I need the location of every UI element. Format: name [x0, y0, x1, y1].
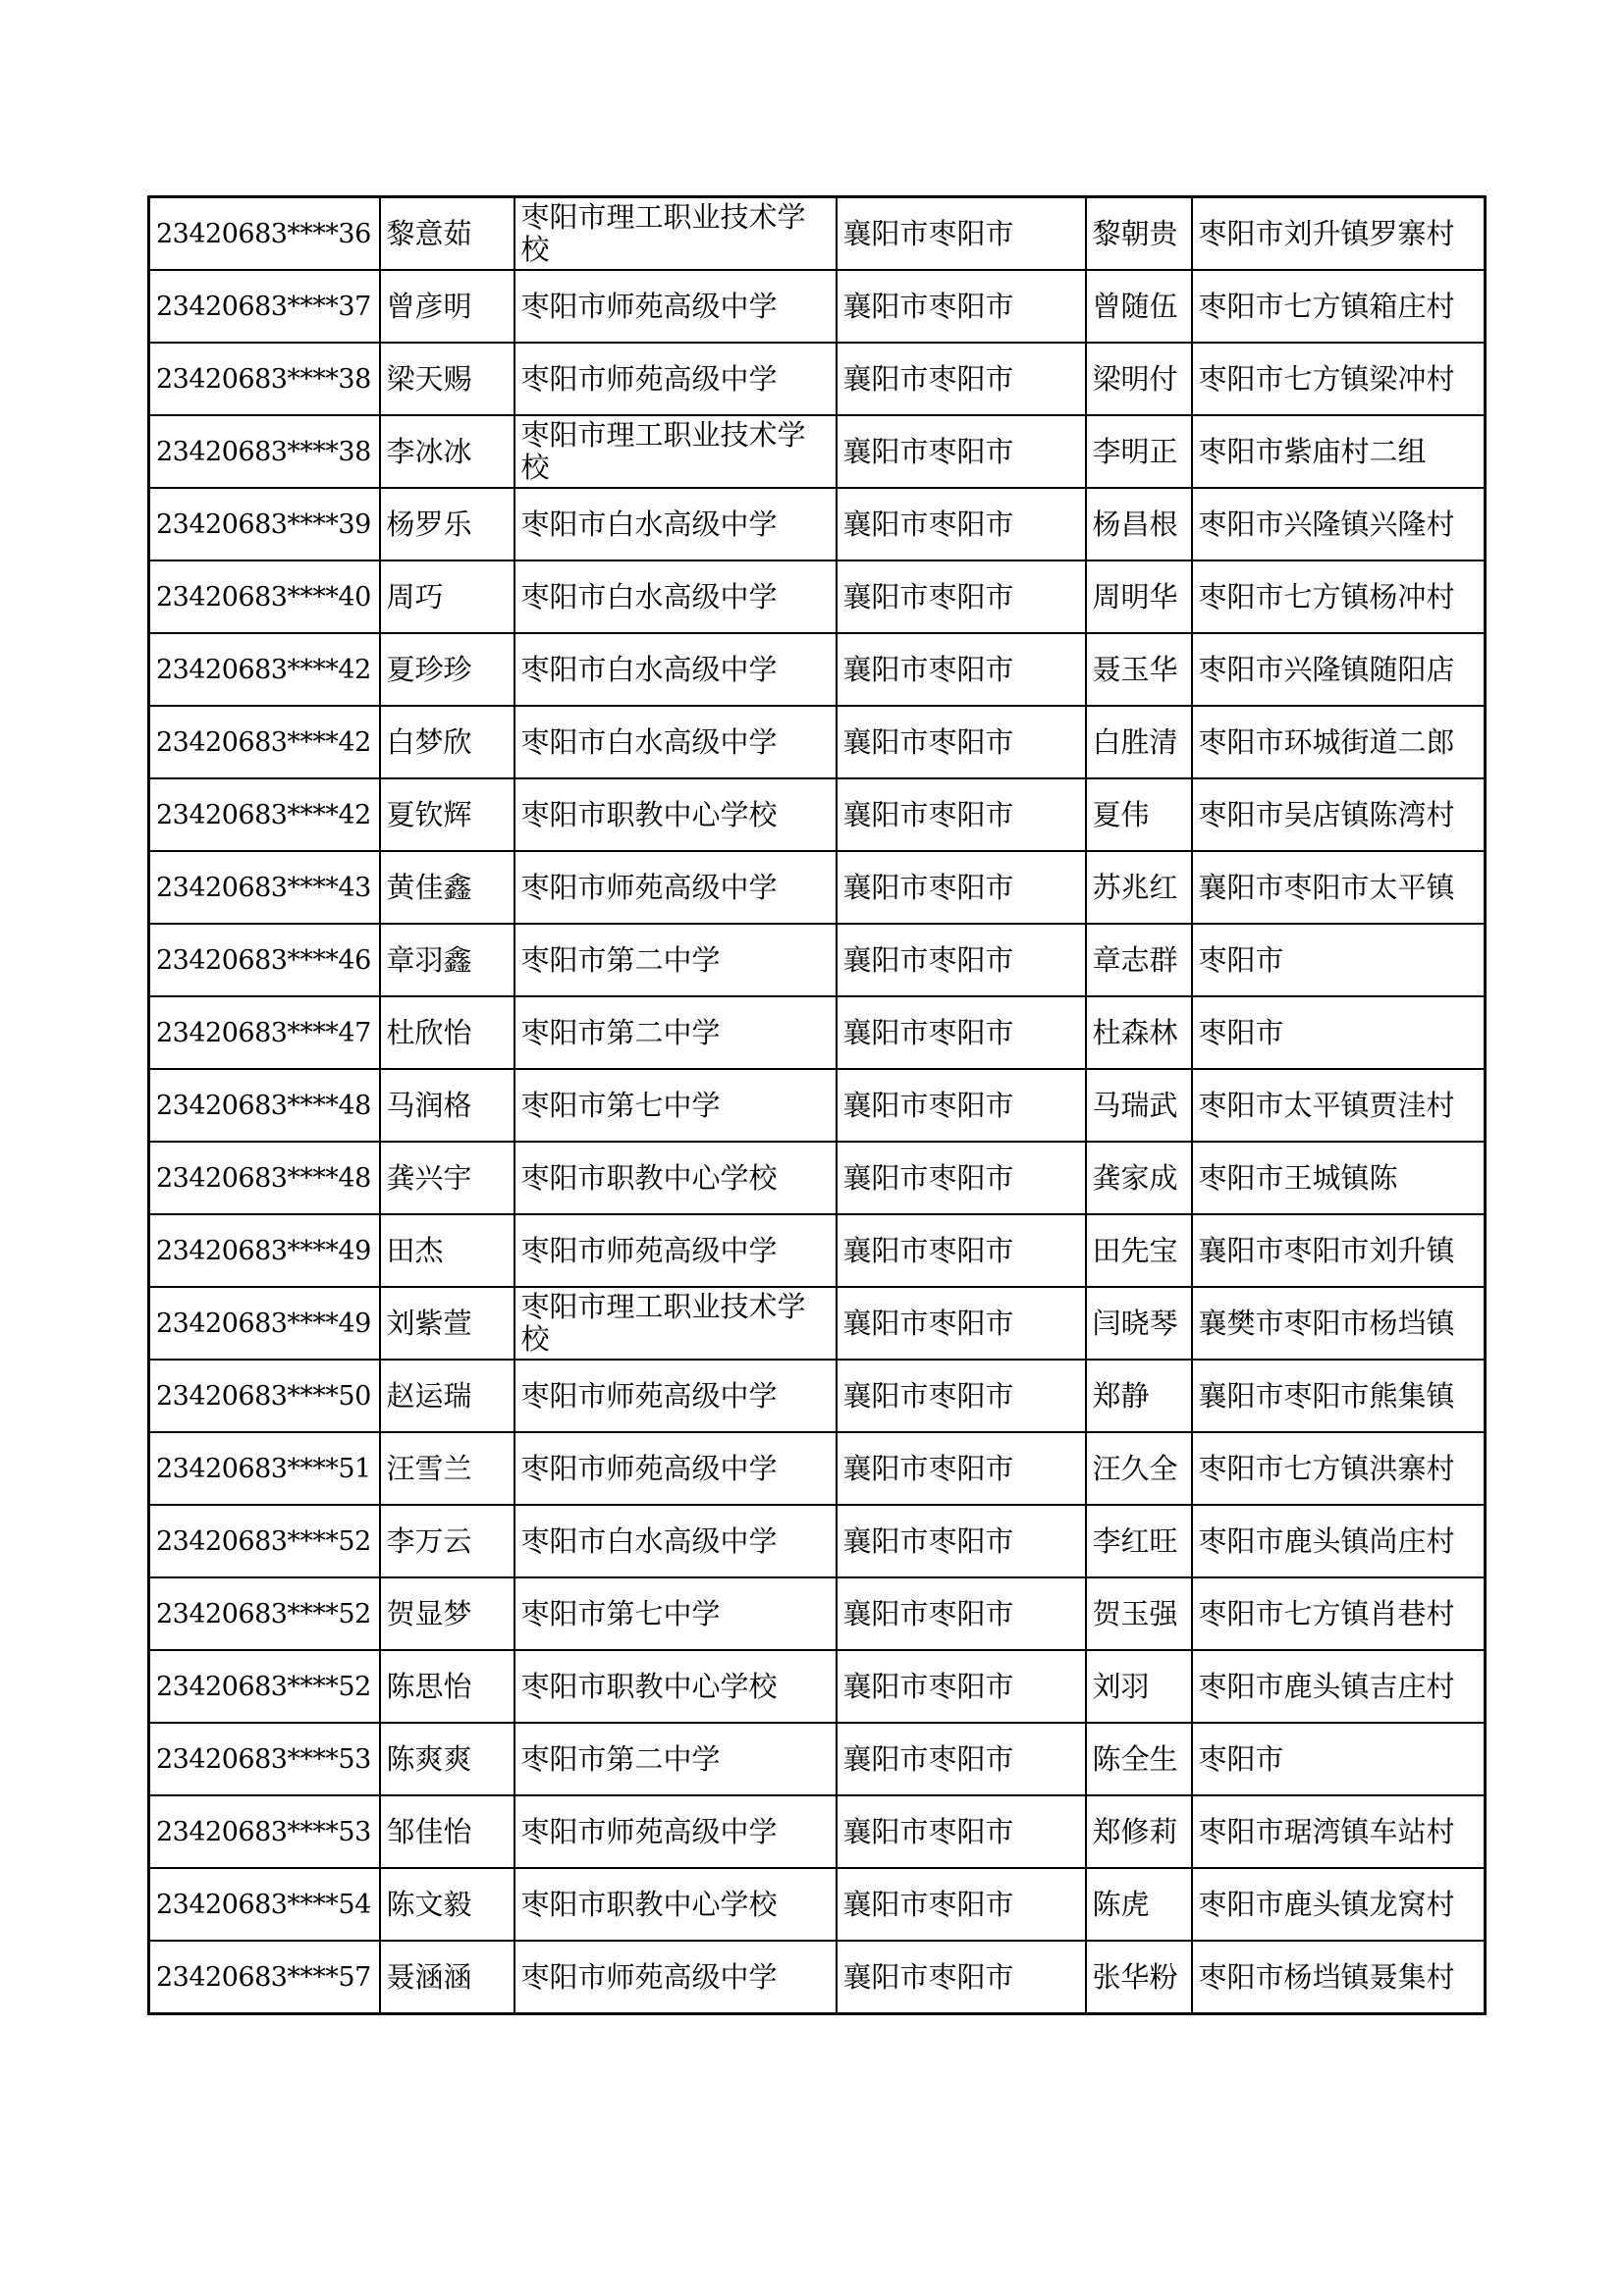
guardian-cell: 贺玉强: [1086, 1577, 1192, 1650]
student-name-cell: 白梦欣: [380, 706, 514, 778]
school-cell: 枣阳市第二中学: [514, 1723, 837, 1795]
school-cell: 枣阳市白水高级中学: [514, 633, 837, 706]
table-row: [149, 1142, 1486, 1214]
address-cell: 枣阳市王城镇陈: [1192, 1142, 1486, 1214]
table-row: [149, 1650, 1486, 1723]
student-name-cell: 杜欣怡: [380, 996, 514, 1069]
school-cell: 枣阳市第二中学: [514, 996, 837, 1069]
school-cell: 枣阳市第七中学: [514, 1577, 837, 1650]
student-name-cell: 李万云: [380, 1505, 514, 1577]
student-id-cell: 23420683****48: [149, 1069, 380, 1142]
table-row: [149, 1577, 1486, 1650]
student-table: [147, 195, 1487, 2015]
student-name-cell: 刘紫萱: [380, 1287, 514, 1360]
address-cell: 枣阳市七方镇梁冲村: [1192, 343, 1486, 415]
student-name-cell: 李冰冰: [380, 415, 514, 488]
student-id-cell: 23420683****42: [149, 778, 380, 851]
student-id-cell: 23420683****48: [149, 1142, 380, 1214]
student-id-cell: 23420683****53: [149, 1723, 380, 1795]
region-cell: 襄阳市枣阳市: [837, 1650, 1086, 1723]
address-cell: 枣阳市鹿头镇龙窝村: [1192, 1868, 1486, 1941]
guardian-cell: 李红旺: [1086, 1505, 1192, 1577]
table-row: [149, 415, 1486, 488]
student-name-cell: 汪雪兰: [380, 1432, 514, 1505]
guardian-cell: 陈虎: [1086, 1868, 1192, 1941]
student-id-cell: 23420683****42: [149, 706, 380, 778]
guardian-cell: 郑修莉: [1086, 1795, 1192, 1868]
school-cell: 枣阳市职教中心学校: [514, 1142, 837, 1214]
guardian-cell: 汪久全: [1086, 1432, 1192, 1505]
student-id-cell: 23420683****51: [149, 1432, 380, 1505]
table-row: [149, 1868, 1486, 1941]
table-row: [149, 561, 1486, 633]
student-name-cell: 陈文毅: [380, 1868, 514, 1941]
region-cell: 襄阳市枣阳市: [837, 778, 1086, 851]
guardian-cell: 杜森林: [1086, 996, 1192, 1069]
table-row: [149, 996, 1486, 1069]
address-cell: 襄阳市枣阳市刘升镇: [1192, 1214, 1486, 1287]
address-cell: 枣阳市吴店镇陈湾村: [1192, 778, 1486, 851]
table-row: [149, 851, 1486, 924]
guardian-cell: 郑静: [1086, 1360, 1192, 1432]
guardian-cell: 杨昌根: [1086, 488, 1192, 561]
student-name-cell: 黎意茹: [380, 197, 514, 271]
guardian-cell: 夏伟: [1086, 778, 1192, 851]
student-name-cell: 龚兴宇: [380, 1142, 514, 1214]
region-cell: 襄阳市枣阳市: [837, 488, 1086, 561]
student-name-cell: 黄佳鑫: [380, 851, 514, 924]
student-name-cell: 章羽鑫: [380, 924, 514, 996]
region-cell: 襄阳市枣阳市: [837, 996, 1086, 1069]
region-cell: 襄阳市枣阳市: [837, 1795, 1086, 1868]
address-cell: 枣阳市兴隆镇随阳店: [1192, 633, 1486, 706]
school-cell: 枣阳市理工职业技术学校: [514, 415, 837, 488]
school-cell: 枣阳市师苑高级中学: [514, 1360, 837, 1432]
table-row: [149, 1795, 1486, 1868]
guardian-cell: 刘羽: [1086, 1650, 1192, 1723]
student-id-cell: 23420683****52: [149, 1505, 380, 1577]
guardian-cell: 黎朝贵: [1086, 197, 1192, 271]
school-cell: 枣阳市白水高级中学: [514, 561, 837, 633]
address-cell: 枣阳市: [1192, 1723, 1486, 1795]
table-row: [149, 197, 1486, 271]
address-cell: 枣阳市七方镇杨冲村: [1192, 561, 1486, 633]
student-name-cell: 马润格: [380, 1069, 514, 1142]
student-name-cell: 赵运瑞: [380, 1360, 514, 1432]
table-row: [149, 488, 1486, 561]
student-name-cell: 田杰: [380, 1214, 514, 1287]
school-cell: 枣阳市理工职业技术学校: [514, 1287, 837, 1360]
guardian-cell: 龚家成: [1086, 1142, 1192, 1214]
guardian-cell: 聂玉华: [1086, 633, 1192, 706]
student-id-cell: 23420683****49: [149, 1214, 380, 1287]
student-name-cell: 杨罗乐: [380, 488, 514, 561]
guardian-cell: 周明华: [1086, 561, 1192, 633]
student-id-cell: 23420683****53: [149, 1795, 380, 1868]
region-cell: 襄阳市枣阳市: [837, 1941, 1086, 2014]
school-cell: 枣阳市师苑高级中学: [514, 1214, 837, 1287]
address-cell: 枣阳市太平镇贾洼村: [1192, 1069, 1486, 1142]
table-row: [149, 1723, 1486, 1795]
region-cell: 襄阳市枣阳市: [837, 1360, 1086, 1432]
guardian-cell: 白胜清: [1086, 706, 1192, 778]
table-row: [149, 1287, 1486, 1360]
region-cell: 襄阳市枣阳市: [837, 851, 1086, 924]
student-id-cell: 23420683****39: [149, 488, 380, 561]
region-cell: 襄阳市枣阳市: [837, 1069, 1086, 1142]
region-cell: 襄阳市枣阳市: [837, 924, 1086, 996]
address-cell: 枣阳市鹿头镇吉庄村: [1192, 1650, 1486, 1723]
student-name-cell: 曾彦明: [380, 270, 514, 343]
region-cell: 襄阳市枣阳市: [837, 197, 1086, 271]
student-name-cell: 夏珍珍: [380, 633, 514, 706]
address-cell: 枣阳市兴隆镇兴隆村: [1192, 488, 1486, 561]
school-cell: 枣阳市第七中学: [514, 1069, 837, 1142]
student-id-cell: 23420683****43: [149, 851, 380, 924]
student-name-cell: 陈思怡: [380, 1650, 514, 1723]
region-cell: 襄阳市枣阳市: [837, 633, 1086, 706]
table-row: [149, 706, 1486, 778]
address-cell: 枣阳市刘升镇罗寨村: [1192, 197, 1486, 271]
guardian-cell: 梁明付: [1086, 343, 1192, 415]
table-row: [149, 1069, 1486, 1142]
school-cell: 枣阳市第二中学: [514, 924, 837, 996]
region-cell: 襄阳市枣阳市: [837, 1505, 1086, 1577]
address-cell: 枣阳市环城街道二郎: [1192, 706, 1486, 778]
student-id-cell: 23420683****47: [149, 996, 380, 1069]
student-id-cell: 23420683****52: [149, 1577, 380, 1650]
region-cell: 襄阳市枣阳市: [837, 1577, 1086, 1650]
school-cell: 枣阳市师苑高级中学: [514, 1941, 837, 2014]
address-cell: 襄樊市枣阳市杨垱镇: [1192, 1287, 1486, 1360]
school-cell: 枣阳市师苑高级中学: [514, 343, 837, 415]
student-id-cell: 23420683****54: [149, 1868, 380, 1941]
school-cell: 枣阳市职教中心学校: [514, 778, 837, 851]
table-row: [149, 270, 1486, 343]
table-row: [149, 343, 1486, 415]
region-cell: 襄阳市枣阳市: [837, 270, 1086, 343]
student-id-cell: 23420683****38: [149, 343, 380, 415]
guardian-cell: 闫晓琴: [1086, 1287, 1192, 1360]
school-cell: 枣阳市白水高级中学: [514, 488, 837, 561]
guardian-cell: 曾随伍: [1086, 270, 1192, 343]
student-id-cell: 23420683****36: [149, 197, 380, 271]
school-cell: 枣阳市师苑高级中学: [514, 851, 837, 924]
address-cell: 襄阳市枣阳市熊集镇: [1192, 1360, 1486, 1432]
address-cell: 枣阳市: [1192, 924, 1486, 996]
address-cell: 枣阳市杨垱镇聂集村: [1192, 1941, 1486, 2014]
guardian-cell: 马瑞武: [1086, 1069, 1192, 1142]
table-row: [149, 1360, 1486, 1432]
student-name-cell: 邹佳怡: [380, 1795, 514, 1868]
guardian-cell: 章志群: [1086, 924, 1192, 996]
address-cell: 枣阳市鹿头镇尚庄村: [1192, 1505, 1486, 1577]
student-id-cell: 23420683****38: [149, 415, 380, 488]
student-id-cell: 23420683****49: [149, 1287, 380, 1360]
region-cell: 襄阳市枣阳市: [837, 561, 1086, 633]
guardian-cell: 苏兆红: [1086, 851, 1192, 924]
student-id-cell: 23420683****37: [149, 270, 380, 343]
region-cell: 襄阳市枣阳市: [837, 1432, 1086, 1505]
school-cell: 枣阳市白水高级中学: [514, 706, 837, 778]
student-id-cell: 23420683****52: [149, 1650, 380, 1723]
address-cell: 枣阳市: [1192, 996, 1486, 1069]
address-cell: 枣阳市紫庙村二组: [1192, 415, 1486, 488]
region-cell: 襄阳市枣阳市: [837, 1142, 1086, 1214]
student-name-cell: 聂涵涵: [380, 1941, 514, 2014]
school-cell: 枣阳市职教中心学校: [514, 1868, 837, 1941]
address-cell: 枣阳市七方镇洪寨村: [1192, 1432, 1486, 1505]
school-cell: 枣阳市理工职业技术学校: [514, 197, 837, 271]
table-body: [149, 197, 1486, 2014]
address-cell: 枣阳市七方镇肖巷村: [1192, 1577, 1486, 1650]
table-row: [149, 1505, 1486, 1577]
table-row: [149, 924, 1486, 996]
region-cell: 襄阳市枣阳市: [837, 1214, 1086, 1287]
student-name-cell: 夏钦辉: [380, 778, 514, 851]
student-id-cell: 23420683****40: [149, 561, 380, 633]
school-cell: 枣阳市师苑高级中学: [514, 1795, 837, 1868]
region-cell: 襄阳市枣阳市: [837, 1287, 1086, 1360]
student-name-cell: 周巧: [380, 561, 514, 633]
table-row: [149, 1214, 1486, 1287]
guardian-cell: 陈全生: [1086, 1723, 1192, 1795]
student-id-cell: 23420683****46: [149, 924, 380, 996]
guardian-cell: 田先宝: [1086, 1214, 1192, 1287]
region-cell: 襄阳市枣阳市: [837, 1723, 1086, 1795]
student-id-cell: 23420683****57: [149, 1941, 380, 2014]
region-cell: 襄阳市枣阳市: [837, 415, 1086, 488]
region-cell: 襄阳市枣阳市: [837, 343, 1086, 415]
school-cell: 枣阳市师苑高级中学: [514, 270, 837, 343]
region-cell: 襄阳市枣阳市: [837, 1868, 1086, 1941]
address-cell: 枣阳市七方镇箱庄村: [1192, 270, 1486, 343]
table-row: [149, 1432, 1486, 1505]
school-cell: 枣阳市师苑高级中学: [514, 1432, 837, 1505]
region-cell: 襄阳市枣阳市: [837, 706, 1086, 778]
address-cell: 枣阳市琚湾镇车站村: [1192, 1795, 1486, 1868]
table-row: [149, 778, 1486, 851]
guardian-cell: 李明正: [1086, 415, 1192, 488]
guardian-cell: 张华粉: [1086, 1941, 1192, 2014]
student-name-cell: 陈爽爽: [380, 1723, 514, 1795]
address-cell: 襄阳市枣阳市太平镇: [1192, 851, 1486, 924]
student-id-cell: 23420683****50: [149, 1360, 380, 1432]
student-name-cell: 贺显梦: [380, 1577, 514, 1650]
table-row: [149, 633, 1486, 706]
table-row: [149, 1941, 1486, 2014]
school-cell: 枣阳市白水高级中学: [514, 1505, 837, 1577]
student-name-cell: 梁天赐: [380, 343, 514, 415]
student-id-cell: 23420683****42: [149, 633, 380, 706]
school-cell: 枣阳市职教中心学校: [514, 1650, 837, 1723]
